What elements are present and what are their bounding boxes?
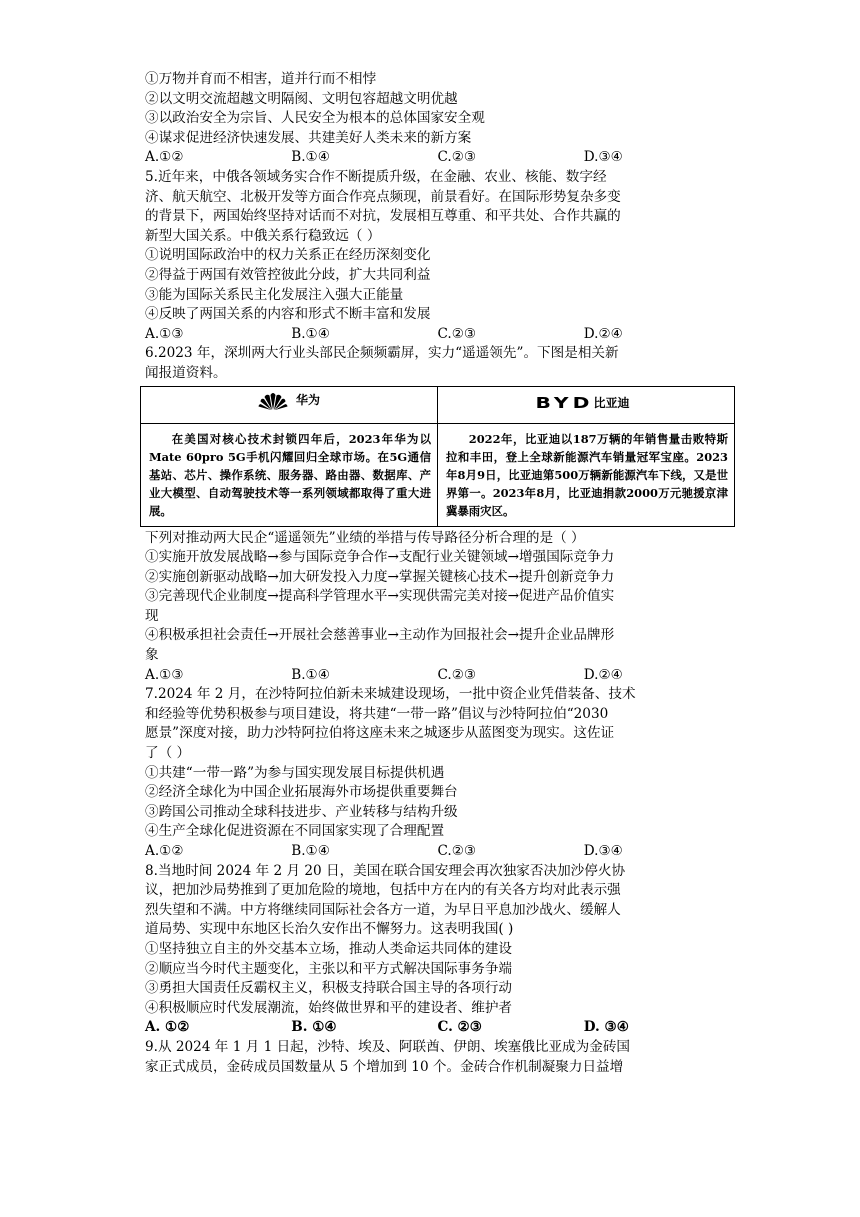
- q5-item: ②得益于两国有效管控彼此分歧，扩大共同利益: [145, 266, 431, 283]
- q5-option-d[interactable]: D.②④: [583, 325, 623, 342]
- huawei-news-text: 在美国对核心技术封锁四年后，2023年华为以Mate 60pro 5G手机闪耀回归全球市场。在5G通信基站、芯片、操作系统、服务器、路由器、数据库、产业大模型、自动驾驶技术等一系列领域都取得了重大进展。: [149, 431, 431, 518]
- q8-option-c[interactable]: C. ②③: [437, 1019, 482, 1036]
- q4-item: ②以文明交流超越文明隔阂、文明包容超越文明优越: [145, 90, 458, 107]
- huawei-header: [141, 386, 438, 423]
- q7-options: [145, 842, 730, 862]
- q4-option-a[interactable]: A.①②: [145, 149, 184, 166]
- q5-stem-line: 的背景下，两国始终坚持对话而不对抗，发展相互尊重、和平共处、合作共赢的: [145, 208, 621, 225]
- q6-stem-line: 闻报道资料。: [145, 364, 227, 381]
- q4-items: [145, 70, 730, 148]
- q8-option-d[interactable]: D. ③④: [583, 1019, 629, 1036]
- q5-item: ①说明国际政治中的权力关系正在经历深刻变化: [145, 247, 431, 264]
- q7-option-c[interactable]: C.②③: [437, 843, 477, 859]
- q5-item: ③能为国际关系民主化发展注入强大正能量: [145, 286, 404, 303]
- q9-stem-line: 9.从 2024 年 1 月 1 日起，沙特、埃及、阿联酋、伊朗、埃塞俄比亚成为金砖国: [145, 1038, 631, 1055]
- q4-item: ③以政治安全为宗旨、人民安全为根本的总体国家安全观: [145, 110, 485, 127]
- q8-item: ④积极顺应时代发展潮流，始终做世界和平的建设者、维护者: [145, 999, 513, 1016]
- byd-news: [438, 423, 735, 526]
- byd-name: 比亚迪: [593, 396, 630, 411]
- q5-stem-line: 5.近年来，中俄各领域务实合作不断提质升级，在金融、农业、核能、数字经: [145, 168, 607, 185]
- q8-option-b[interactable]: B. ①④: [291, 1019, 337, 1036]
- q9-stem-line: 家正式成员，金砖成员国数量从 5 个增加到 10 个。金砖合作机制凝聚力日益增: [145, 1058, 624, 1075]
- q8-item: ①坚持独立自主的外交基本立场，推动人类命运共同体的建设: [145, 940, 513, 957]
- byd-header: [438, 386, 735, 423]
- q6-option-c[interactable]: C.②③: [437, 666, 477, 683]
- q9-stem: [145, 1038, 730, 1077]
- q6-question: 下列对推动两大民企“遥遥领先”业绩的举措与传导路径分析合理的是（ ）: [145, 529, 585, 546]
- q5-item: ④反映了两国关系的内容和形式不断丰富和发展: [145, 306, 431, 323]
- q6-item: 现: [145, 607, 159, 624]
- q5-stem: [145, 168, 730, 246]
- q4-option-c[interactable]: C.②③: [437, 149, 477, 166]
- q5-option-c[interactable]: C.②③: [437, 325, 477, 342]
- huawei-news: [141, 423, 438, 526]
- q8-stem: [145, 862, 730, 940]
- news-table: [140, 386, 735, 527]
- q7-items: [145, 764, 730, 842]
- q7-item: ③跨国公司推动全球科技进步、产业转移与结构升级: [145, 803, 458, 820]
- q4-options: [145, 148, 730, 168]
- q6-stem-line: 6.2023 年，深圳两大行业头部民企频频霸屏，实力“遥遥领先”。下图是相关新: [145, 345, 619, 362]
- q8-stem-line: 道局势、实现中东地区长治久安作出不懈努力。这表明我国( ): [145, 921, 514, 938]
- q6-item: ③完善现代企业制度→提高科学管理水平→实现供需完美对接→促进产品价值实: [145, 588, 615, 605]
- q8-stem-line: 8.当地时间 2024 年 2 月 20 日，美国在联合国安理会再次独家否决加沙停火协: [145, 862, 626, 879]
- q7-stem-line: 7.2024 年 2 月，在沙特阿拉伯新未来城建设现场，一批中资企业凭借装备、技术: [145, 686, 636, 703]
- q4-option-b[interactable]: B.①④: [291, 149, 330, 166]
- q8-stem-line: 烈失望和不满。中方将继续同国际社会各方一道，为早日平息加沙战火、缓解人: [145, 901, 621, 918]
- q7-item: ④生产全球化促进资源在不同国家实现了合理配置: [145, 823, 445, 840]
- q6-item: ④积极承担社会责任→开展社会慈善事业→主动作为回报社会→提升企业品牌形: [145, 627, 615, 644]
- q4-item: ①万物并育而不相害，道并行而不相悖: [145, 71, 377, 87]
- q7-stem: [145, 685, 730, 763]
- huawei-name: 华为: [295, 393, 320, 408]
- q6-item: ①实施开放发展战略→参与国际竞争合作→支配行业关键领域→增强国际竞争力: [145, 549, 615, 566]
- byd-logo-icon: BYD: [535, 394, 593, 413]
- exam-page: [145, 70, 730, 1077]
- q7-item: ①共建“一带一路”为参与国实现发展目标提供机遇: [145, 764, 445, 781]
- q8-item: ②顺应当今时代主题变化，主张以和平方式解决国际事务争端: [145, 960, 513, 977]
- q7-item: ②经济全球化为中国企业拓展海外市场提供重要舞台: [145, 784, 458, 801]
- q4-item: ④谋求促进经济快速发展、共建美好人类未来的新方案: [145, 129, 472, 146]
- q5-options: [145, 325, 730, 345]
- q5-stem-line: 新型大国关系。中俄关系行稳致远（ ）: [145, 227, 381, 244]
- q7-option-d[interactable]: D.③④: [583, 843, 623, 859]
- q6-option-d[interactable]: D.②④: [583, 666, 623, 683]
- q6-options: [145, 666, 730, 686]
- q8-option-a[interactable]: A. ①②: [145, 1019, 190, 1036]
- q6-option-a[interactable]: A.①③: [145, 666, 184, 683]
- q5-items: [145, 246, 730, 324]
- q8-options: [145, 1018, 730, 1038]
- huawei-logo-icon: [258, 391, 288, 411]
- q6-item: 象: [145, 647, 159, 664]
- q7-stem-line: 愿景”深度对接，助力沙特阿拉伯将这座未来之城逐步从蓝图变为现实。这佐证: [145, 725, 615, 742]
- q6-option-b[interactable]: B.①④: [291, 666, 330, 683]
- q8-stem-line: 议，把加沙局势推到了更加危险的境地，包括中方在内的有关各方均对此表示强: [145, 882, 621, 899]
- q7-option-b[interactable]: B.①④: [291, 843, 330, 859]
- q8-item: ③勇担大国责任反霸权主义，积极支持联合国主导的各项行动: [145, 980, 513, 997]
- q7-stem-line: 和经验等优势积极参与项目建设，将共建“一带一路”倡议与沙特阿拉伯“2030: [145, 705, 609, 722]
- q5-option-b[interactable]: B.①④: [291, 325, 330, 342]
- byd-news-text: 2022年，比亚迪以187万辆的年销售量击败特斯拉和丰田，登上全球新能源汽车销量冠军宝座。2023年8月9日，比亚迪第500万辆新能源汽车下线，又是世界第一。2023年8月，比亚迪捐款2000万元驰援京津冀暴雨灾区。: [446, 431, 728, 518]
- q4-option-d[interactable]: D.③④: [583, 149, 623, 166]
- q6-items: [145, 548, 730, 666]
- q7-option-a[interactable]: A.①②: [145, 843, 184, 859]
- q7-stem-line: 了（ ）: [145, 745, 191, 762]
- q5-option-a[interactable]: A.①③: [145, 325, 184, 342]
- q6-item: ②实施创新驱动战略→加大研发投入力度→掌握关键核心技术→提升创新竞争力: [145, 568, 615, 585]
- q8-items: [145, 940, 730, 1018]
- q6-stem: [145, 344, 730, 383]
- q5-stem-line: 济、航天航空、北极开发等方面合作亮点频现，前景看好。在国际形势复杂多变: [145, 188, 621, 205]
